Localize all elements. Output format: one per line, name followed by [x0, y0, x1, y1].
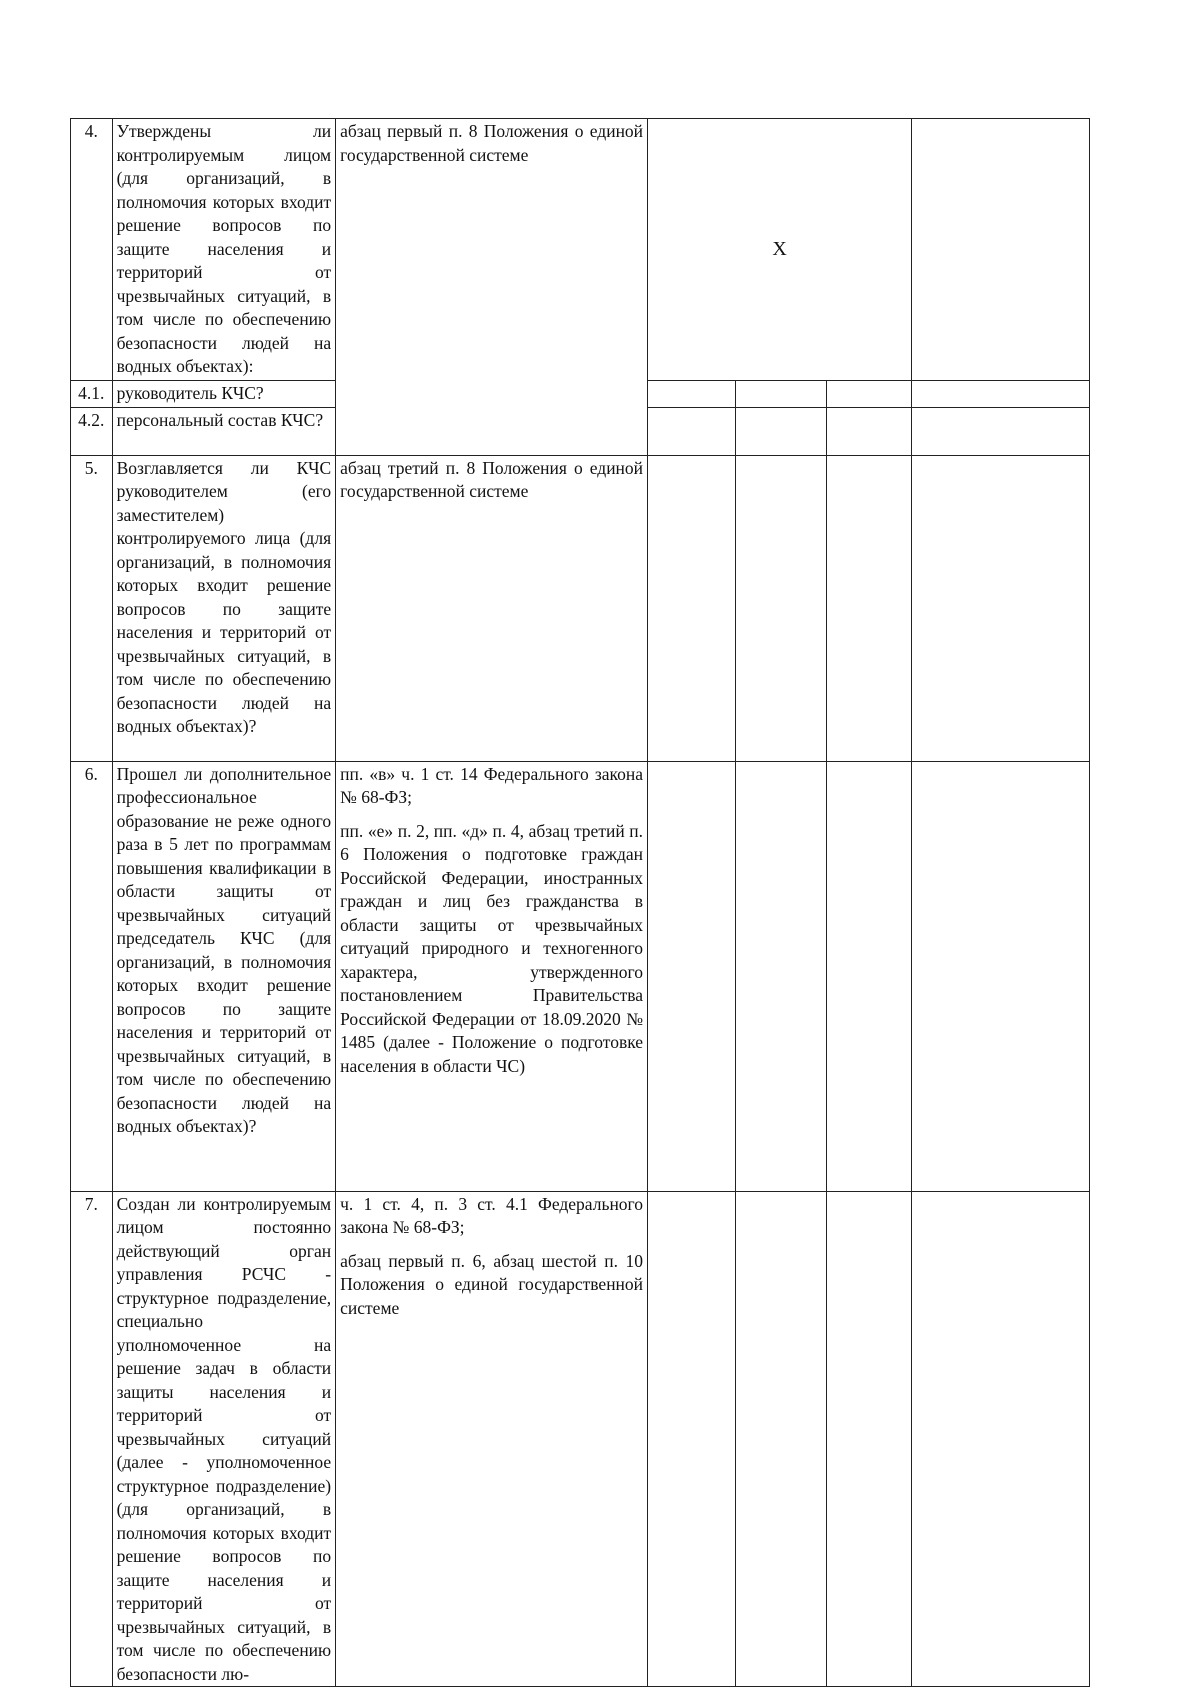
answer-na-cell [826, 761, 911, 1191]
row-number: 6. [71, 761, 113, 1191]
reference-paragraph: пп. «в» ч. 1 ст. 14 Федерального закона № 68-ФЗ; [340, 763, 644, 807]
reference-paragraph: ч. 1 ст. 4, п. 3 ст. 4.1 Федерального закона № 68-ФЗ; [340, 1193, 644, 1237]
answer-no-cell [736, 761, 826, 1191]
answer-na-cell [826, 407, 911, 455]
question-cell: Прошел ли дополнительное профессиональное образование не реже одного раза в 5 лет по программам повышения квалификации в области защиты от чрезвычайных ситуаций председатель КЧС (для организаций, в полномочия которых входит решение вопросов по защите населения и территорий от чрезвычайных ситуаций, в том числе по обеспечению безопасности людей на водных объектах)? [112, 761, 336, 1191]
not-applicable-mark: X [648, 119, 912, 381]
reference-paragraph: пп. «е» п. 2, пп. «д» п. 4, абзац третий п. 6 Положения о подготовке граждан Российской Федерации, иностранных граждан и лиц без гражданства в области защиты от чрезвычайных ситуаций природного и техногенного характера, утвержденного постановлением Правительства Российской Федерации от 18.09.2020 № 1485 (далее - Положение о подготовке населения в области ЧС) [340, 820, 644, 1076]
note-cell [912, 1191, 1090, 1687]
row-number: 4. [71, 119, 113, 381]
answer-no-cell [736, 1191, 826, 1687]
row-number: 4.2. [71, 407, 113, 455]
table-row [71, 119, 1090, 381]
note-cell [912, 761, 1090, 1191]
answer-no-cell [736, 407, 826, 455]
question-cell: Создан ли контролируемым лицом постоянно действующий орган управления РСЧС - структурное подразделение, специально уполномоченное на решение задач в области защиты населения и территорий от чрезвычайных ситуаций (далее - уполномоченное структурное подразделение) (для организаций, в полномочия которых входит решение вопросов по защите населения и территорий от чрезвычайных ситуаций, в том числе по обеспечению безопасности лю- [112, 1191, 336, 1687]
answer-yes-cell [648, 381, 736, 408]
answer-yes-cell [648, 407, 736, 455]
row-number: 5. [71, 455, 113, 761]
reference-cell: абзац первый п. 8 Положения о единой государственной системе [336, 119, 648, 456]
note-cell [912, 381, 1090, 408]
reference-cell: абзац третий п. 8 Положения о единой государственной системе [336, 455, 648, 761]
answer-na-cell [826, 1191, 911, 1687]
reference-cell [336, 761, 648, 1191]
answer-yes-cell [648, 1191, 736, 1687]
reference-cell [336, 1191, 648, 1687]
question-cell: Утверждены ли контролируемым лицом (для организаций, в полномочия которых входит решение вопросов по защите населения и территорий от чрезвычайных ситуаций, в том числе по обеспечению безопасности людей на водных объектах): [112, 119, 336, 381]
note-cell [912, 119, 1090, 381]
answer-yes-cell [648, 761, 736, 1191]
question-cell: персональный состав КЧС? [112, 407, 336, 455]
answer-na-cell [826, 455, 911, 761]
checklist-table [70, 118, 1090, 1687]
row-number: 4.1. [71, 381, 113, 408]
answer-yes-cell [648, 455, 736, 761]
note-cell [912, 455, 1090, 761]
note-cell [912, 407, 1090, 455]
table-row [71, 761, 1090, 1191]
row-number: 7. [71, 1191, 113, 1687]
question-cell: руководитель КЧС? [112, 381, 336, 408]
table-row [71, 455, 1090, 761]
question-cell: Возглавляется ли КЧС руководителем (его заместителем) контролируемого лица (для организаций, в полномочия которых входит решение вопросов по защите населения и территорий от чрезвычайных ситуаций, в том числе по обеспечению безопасности людей на водных объектах)? [112, 455, 336, 761]
answer-na-cell [826, 381, 911, 408]
reference-paragraph: абзац первый п. 6, абзац шестой п. 10 Положения о единой государственной системе [340, 1250, 644, 1318]
table-row [71, 1191, 1090, 1687]
answer-no-cell [736, 381, 826, 408]
answer-no-cell [736, 455, 826, 761]
